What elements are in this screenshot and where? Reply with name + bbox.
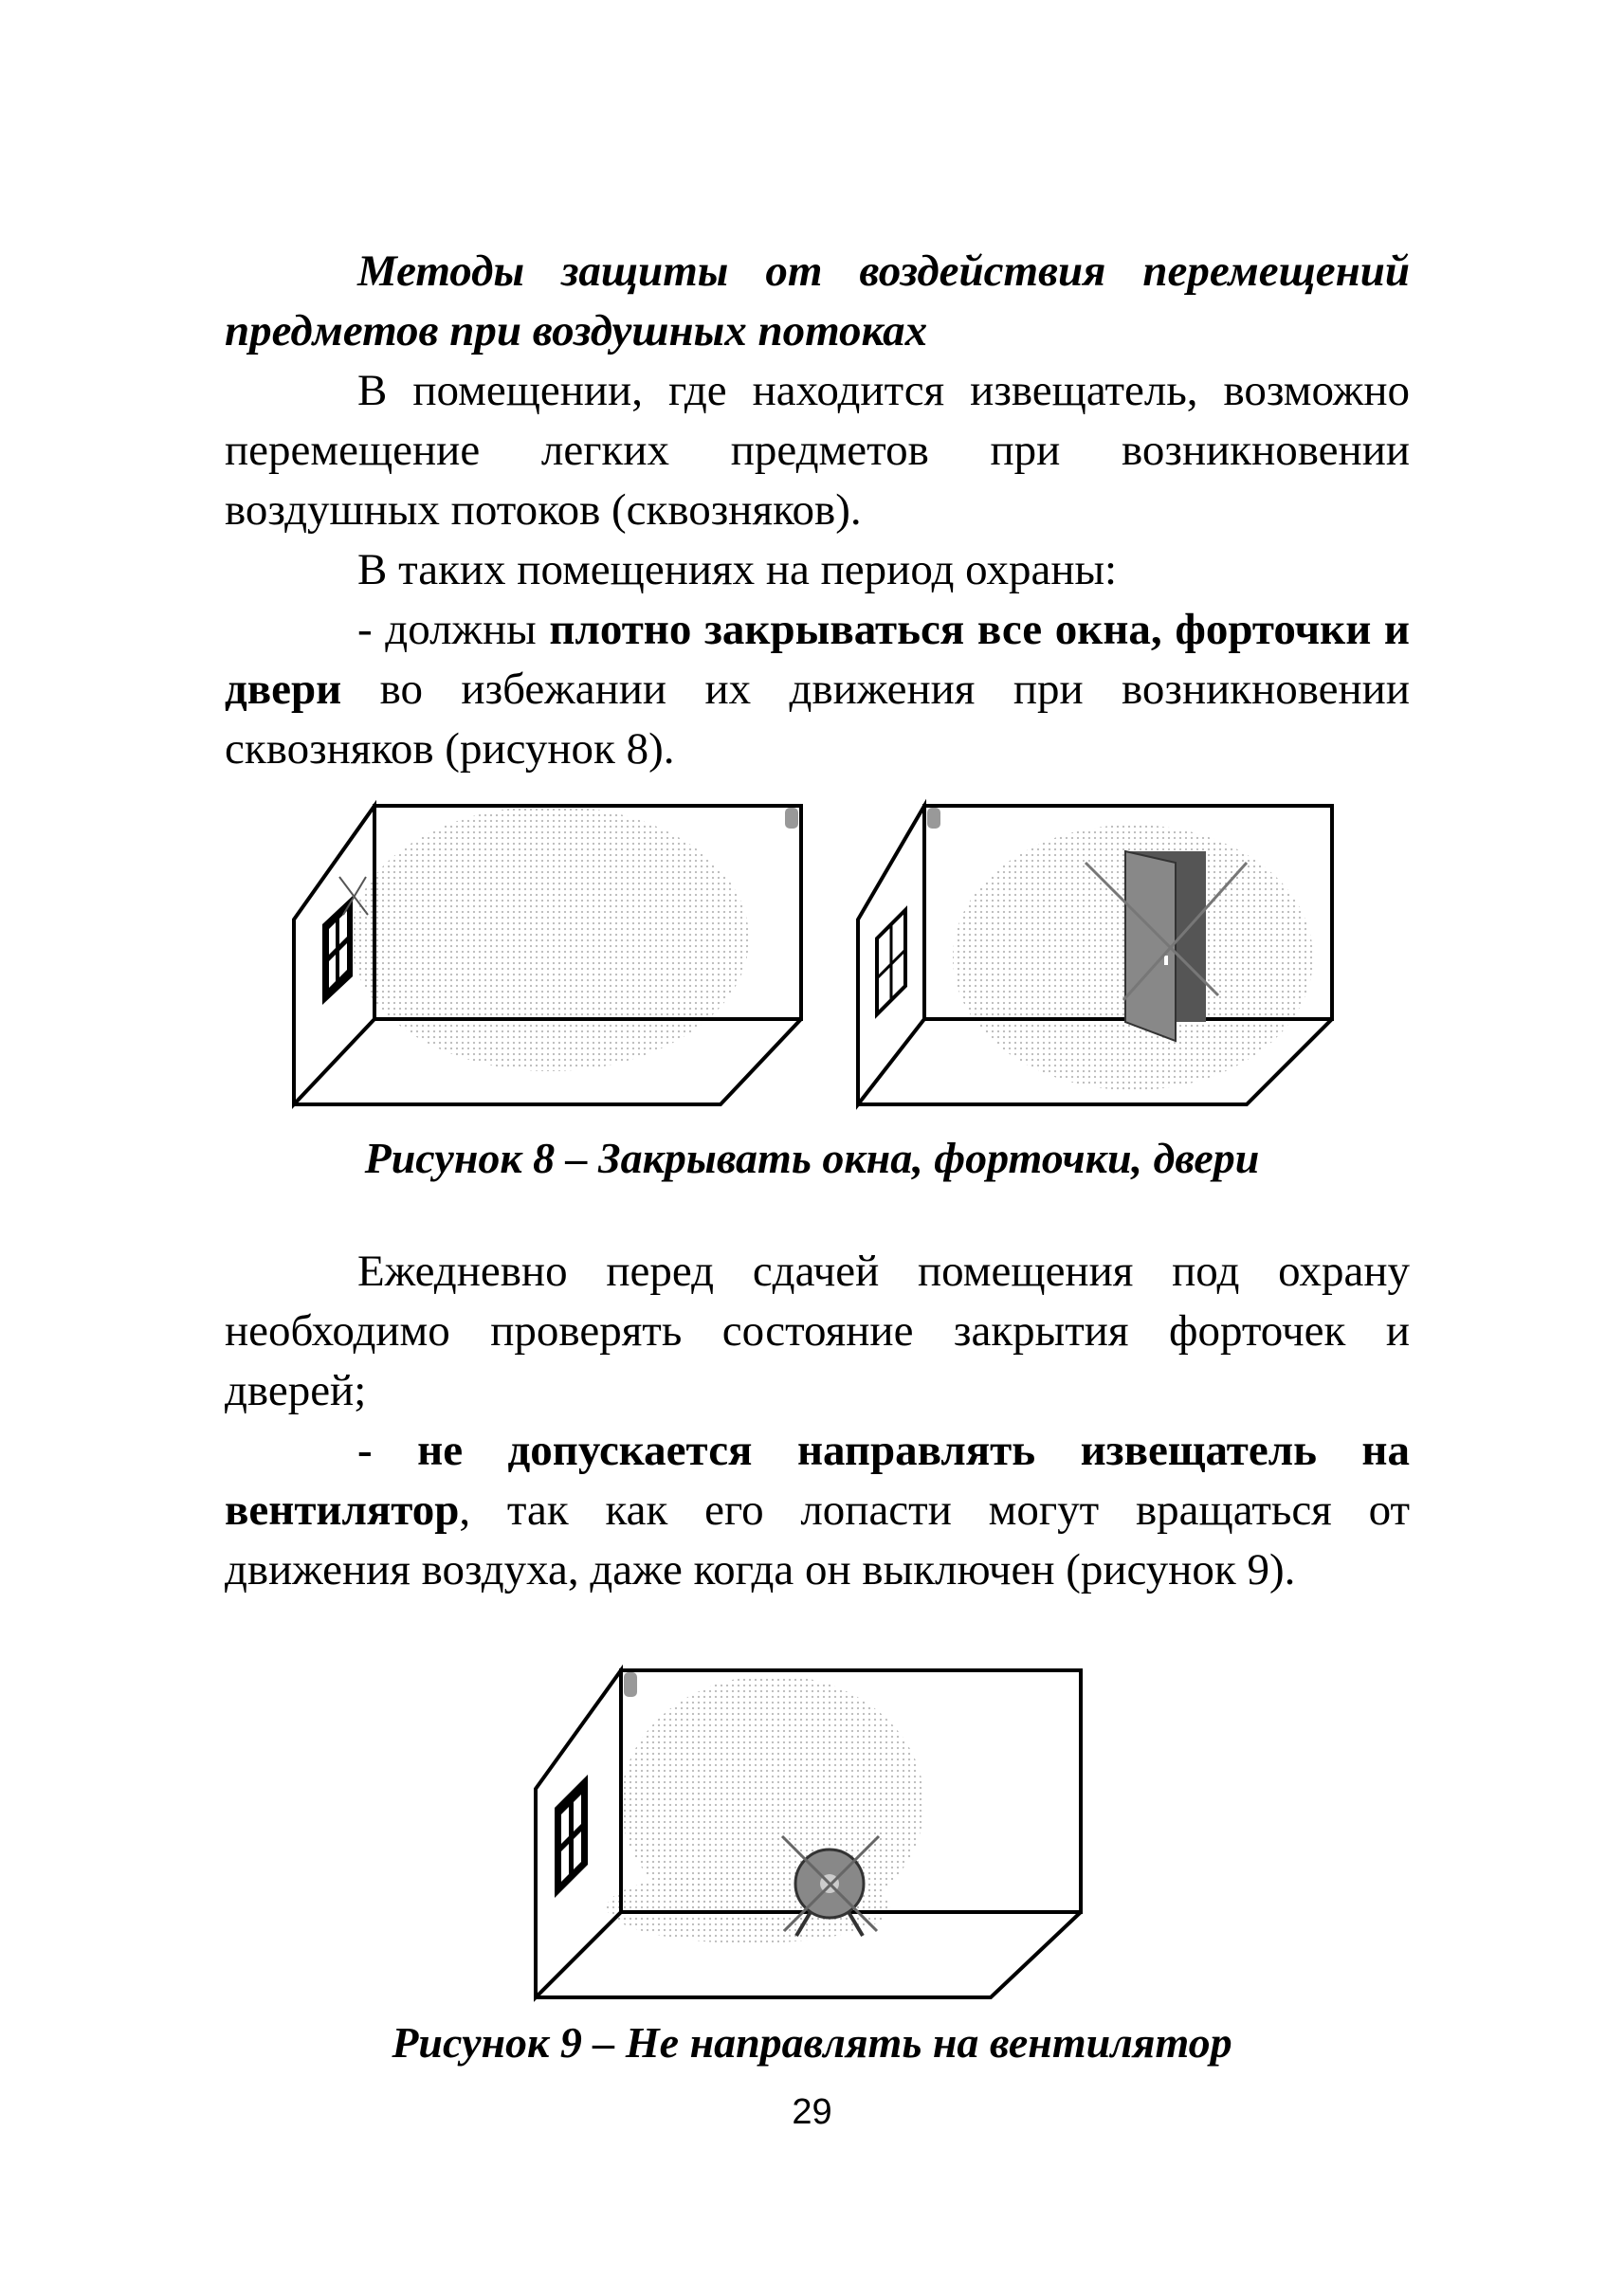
door-icon [1125,851,1206,1041]
section-heading: Методы защиты от воздействия перемещений предметов при воздушных потоках [225,246,1410,355]
figure9-room-fan [526,1661,1095,2002]
sensor-icon [785,808,798,829]
paragraph-3: Ежедневно перед сдачей помещения под охрану необходимо проверять состояние закрытия форточек и дверей; [225,1247,1410,1415]
list-item-1-lead: - должны [357,605,550,654]
window-icon [877,910,905,1014]
sensor-icon [624,1672,637,1697]
sensor-coverage-zone [351,806,749,1071]
paragraph-1: В помещении, где находится извещатель, возможно перемещение легких предметов при возникновении воздушных потоков (сквозняков). [225,366,1410,535]
window-icon [555,1775,588,1898]
section-text-top [225,242,1410,779]
list-item-1-bold: плотно закрываться все окна, форточки и двери [225,605,1410,714]
figure9-caption: Рисунок 9 – Не направлять на вентилятор [392,2018,1232,2067]
sensor-icon [927,808,940,829]
list-item-2 [225,1421,1410,1600]
list-item-1 [225,600,1410,779]
list-item-1-rest: во избежании их движения при возникновении сквозняков (рисунок 8). [225,665,1410,774]
window-icon [322,896,353,1005]
list-item-2-bold: - не допускается направлять извещатель на вентилятор [225,1426,1410,1535]
figure8-room-door [848,796,1341,1109]
section-text-bottom [225,1242,1410,1600]
paragraph-2: В таких помещениях на период охраны: [357,545,1118,594]
page-number: 29 [792,2092,832,2132]
figure8-caption: Рисунок 8 – Закрывать окна, форточки, двери [364,1134,1260,1182]
list-item-2-rest: , так как его лопасти могут вращаться от движения воздуха, даже когда он выключен (рисунок 9). [225,1485,1410,1594]
figure8-room-window [284,796,815,1109]
